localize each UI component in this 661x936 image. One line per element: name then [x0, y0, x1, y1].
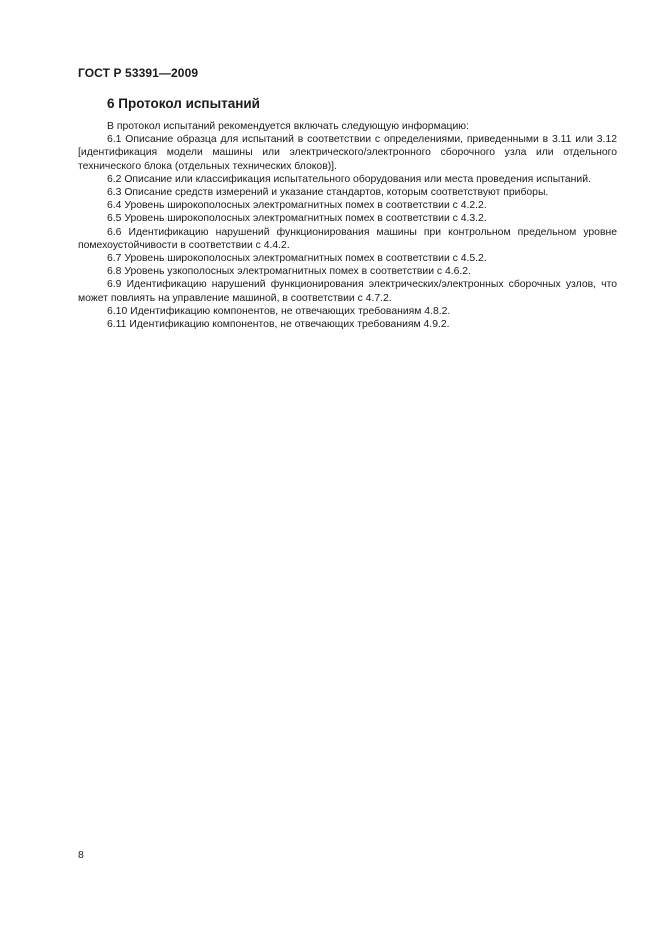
item-6-3: 6.3 Описание средств измерений и указание стандартов, которым соответствуют приборы.: [107, 187, 549, 199]
item-6-11: 6.11 Идентификацию компонентов, не отвечающих требованиям 4.9.2.: [107, 319, 450, 331]
item-6-5: 6.5 Уровень широкополосных электромагнитных помех в соответствии с 4.3.2.: [107, 213, 487, 225]
item-6-4: 6.4 Уровень широкополосных электромагнитных помех в соответствии с 4.2.2.: [107, 200, 487, 212]
item-6-10: 6.10 Идентификацию компонентов, не отвечающих требованиям 4.8.2.: [107, 305, 451, 317]
page-number: 8: [78, 849, 84, 861]
item-6-1: 6.1 Описание образца для испытаний в соответствии с определениями, приведенными в 3.11 или 3.12 [идентификация модели машины или электрического/электронного сборочного узла или отдельного технического блока (отдельных технических блоков)].: [78, 134, 617, 172]
document-code: ГОСТ Р 53391—2009: [78, 66, 199, 80]
item-6-2: 6.2 Описание или классификация испытательного оборудования или места проведения испытаний.: [107, 173, 591, 185]
section-title: 6 Протокол испытаний: [107, 96, 260, 111]
section-body: [78, 120, 617, 331]
item-6-7: 6.7 Уровень широкополосных электромагнитных помех в соответствии с 4.5.2.: [107, 253, 487, 265]
item-6-9: 6.9 Идентификацию нарушений функционирования электрических/электронных сборочных узлов, что может повлиять на управление машиной, в соответствии с 4.7.2.: [78, 279, 617, 304]
item-6-6: 6.6 Идентификацию нарушений функционирования машины при контрольном предельном уровне помехоустойчивости в соответствии с 4.4.2.: [78, 226, 617, 251]
intro-paragraph: В протокол испытаний рекомендуется включать следующую информацию:: [107, 121, 469, 132]
item-6-8: 6.8 Уровень узкополосных электромагнитных помех в соответствии с 4.6.2.: [107, 266, 471, 278]
